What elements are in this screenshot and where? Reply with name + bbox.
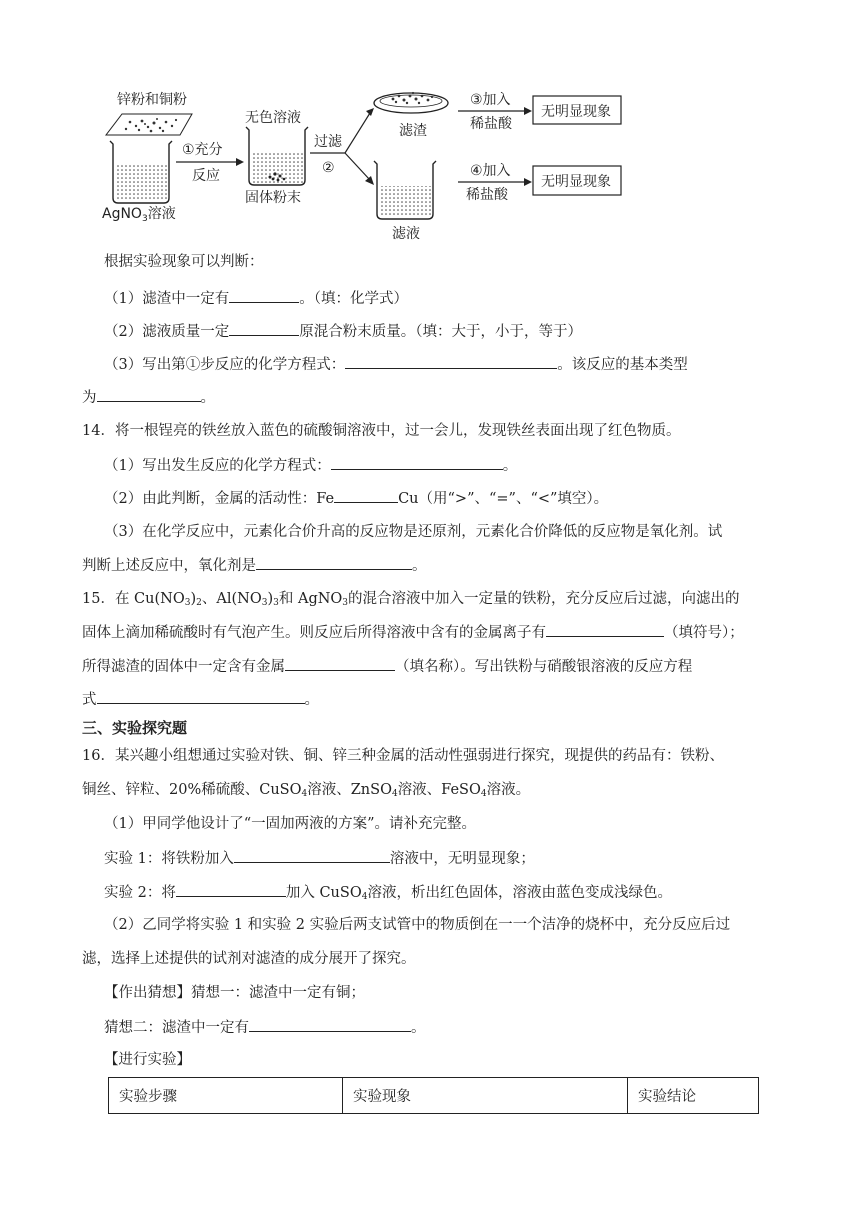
q16-part2-line1: （2）乙同学将实验 1 和实验 2 实验后两支试管中的物质倒在一一个洁净的烧杯中，充分反应后过 — [104, 917, 731, 933]
q14-part3-blank[interactable] — [256, 555, 412, 570]
q15-line2 — [82, 622, 744, 643]
q15-text-e: 和 AgNO — [278, 591, 343, 607]
step4-arrowhead — [524, 178, 532, 186]
q16-line2-c: 溶液、FeSO — [397, 782, 481, 798]
step3-label: ③加入 — [470, 92, 511, 108]
q15-text-c: 、Al(NO — [201, 591, 262, 607]
reaction-solution-fill — [251, 152, 303, 183]
q13-part2-blank[interactable] — [229, 321, 299, 336]
q16-sub1: 4 — [301, 789, 308, 799]
agno3-solution-label: AgNO$_3$溶液 — [102, 206, 176, 224]
q16-line1: 16．某兴趣小组想通过实验对铁、铜、锌三种金属的活动性强弱进行探究，现提供的药品有：铁粉、 — [82, 748, 724, 764]
step4-label: ④加入 — [470, 163, 511, 179]
q15-sub4: 3 — [273, 598, 279, 608]
result-bottom-label: 无明显现象 — [541, 174, 611, 190]
q15-line4 — [82, 689, 319, 710]
q15-line3 — [82, 656, 692, 677]
q13-part1-blank[interactable] — [229, 288, 299, 303]
q15-text-f: 的混合溶液中加入一定量的铁粉，充分反应后过滤，向滤出的 — [348, 591, 740, 607]
q14-part2 — [104, 488, 608, 509]
q13-part3-text-c: 。该反应的基本类型 — [557, 357, 688, 373]
q16-guess2-blank[interactable] — [249, 1017, 411, 1032]
q14-part2-text: （2）由此判断，金属的活动性：Fe — [104, 491, 335, 507]
q16-line2-a: 铜丝、锌粒、20%稀硫酸、CuSO — [82, 782, 302, 798]
branch-up — [345, 113, 370, 153]
q16-exp1-blank[interactable] — [234, 848, 390, 863]
q16-exp2-b: 加入 CuSO — [285, 885, 362, 901]
zinc-copper-powder-label: 锌粉和铜粉 — [117, 92, 187, 108]
q16-guess2-text: 猜想二：滤渣中一定有 — [104, 1020, 249, 1036]
q16-exp2-c: 溶液，析出红色固体，溶液由蓝色变成浅绿色。 — [367, 885, 672, 901]
q16-exp2-blank[interactable] — [176, 882, 286, 897]
q13-part2 — [104, 321, 582, 342]
q13-part3-circle: ① — [185, 357, 201, 373]
q14-part1 — [104, 455, 517, 476]
q15-metal-blank[interactable] — [285, 656, 395, 671]
experiment-table — [108, 1077, 759, 1114]
powder-plate — [106, 114, 192, 135]
filter-step-label: ② — [322, 160, 335, 176]
q16-part2-line2: 滤，选择上述提供的试剂对滤渣的成分展开了探究。 — [82, 951, 416, 967]
q13-part3-text-b: 步反应的化学方程式： — [200, 357, 346, 373]
q16-part1: （1）甲同学他设计了“一固加两液的方案”。请补充完整。 — [104, 816, 477, 832]
q15-sub1: 3 — [184, 598, 191, 608]
q16-experiment-heading: 【进行实验】 — [104, 1052, 191, 1068]
q14-part3-line2 — [82, 555, 427, 576]
q15-sub5: 3 — [342, 598, 349, 608]
filter-label: 过滤 — [314, 134, 342, 150]
q13-part3-equation-blank[interactable] — [345, 354, 557, 369]
q16-guess1: 【作出猜想】猜想一：滤渣中一定有铜； — [104, 985, 365, 1001]
q15-text-b: ) — [190, 591, 197, 607]
q16-exp2 — [104, 882, 672, 903]
q14-part2-blank[interactable] — [334, 488, 398, 503]
step1-label: ①充分 — [182, 142, 223, 158]
q16-exp2-text: 实验 2：将 — [104, 885, 176, 901]
agno3-solution-fill — [115, 163, 167, 201]
q15-sub2: 2 — [196, 598, 202, 608]
q13-intro: 根据实验现象可以判断： — [104, 254, 264, 270]
table-header-cell: 实验步骤 — [109, 1078, 343, 1114]
q15-sub3: 3 — [261, 598, 268, 608]
q16-exp2-sub: 4 — [361, 892, 368, 902]
table-header-cell: 实验现象 — [343, 1078, 628, 1114]
section3-title: 三、实验探究题 — [82, 719, 188, 737]
q13-part3 — [104, 354, 688, 375]
result-top-label: 无明显现象 — [541, 104, 611, 120]
q15-line1 — [82, 589, 740, 609]
q16-exp1-text: 实验 1：将铁粉加入 — [104, 851, 234, 867]
branch-down — [345, 153, 370, 180]
q13-part1 — [104, 288, 408, 309]
q16-guess2 — [104, 1017, 426, 1038]
q15-line3-hint: （填名称）。写出铁粉与硝酸银溶液的反应方程 — [395, 659, 693, 675]
q15-ions-blank[interactable] — [546, 622, 664, 637]
colorless-solution-label: 无色溶液 — [245, 110, 301, 126]
q14-part1-blank[interactable] — [331, 455, 503, 470]
q15-line4-end: 。 — [304, 692, 319, 708]
q13-part2-text: （2）滤液质量一定 — [104, 324, 230, 340]
q16-line2-d: 溶液。 — [486, 782, 531, 798]
q14-part2-hint: Cu（用“>”、“=”、“<”填空）。 — [398, 491, 609, 507]
q13-part3-cont — [82, 387, 215, 408]
step1-arrowhead — [236, 158, 244, 166]
branch-up-arrowhead — [366, 108, 374, 116]
q13-part2-hint: 原混合粉末质量。（填：大于，小于，等于） — [299, 324, 582, 340]
filtrate-fill — [379, 186, 431, 217]
q15-text-d: ) — [267, 591, 274, 607]
q14-part3-text: 判断上述反应中，氧化剂是 — [82, 558, 256, 574]
q14-part3-line1: （3）在化学反应中，元素化合价升高的反应物是还原剂，元素化合价降低的反应物是氧化剂。试 — [104, 524, 723, 540]
residue-label: 滤渣 — [399, 123, 427, 139]
q15-line2-hint: （填符号）； — [664, 625, 744, 641]
q14-text: 14．将一根锃亮的铁丝放入蓝色的硫酸铜溶液中，过一会儿，发现铁丝表面出现了红色物质。 — [82, 423, 681, 439]
q16-sub3: 4 — [480, 789, 487, 799]
q15-line2-text: 固体上滴加稀硫酸时有气泡产生。则反应后所得溶液中含有的金属离子有 — [82, 625, 546, 641]
q13-part1-text: （1）滤渣中一定有 — [104, 291, 230, 307]
q13-part1-hint: 。（填：化学式） — [299, 291, 408, 307]
q13-part3-text-d: 为 — [82, 390, 97, 406]
q15-text-a: 15．在 Cu(NO — [82, 591, 185, 607]
q16-exp1-end: 溶液中，无明显现象； — [389, 851, 535, 867]
q15-equation-blank[interactable] — [97, 689, 305, 704]
q13-part3-type-blank[interactable] — [97, 387, 201, 402]
experiment-flow-diagram — [0, 0, 860, 250]
solid-powder-label: 固体粉末 — [245, 190, 301, 206]
q14-part1-end: 。 — [502, 458, 518, 474]
q15-line4-text: 式 — [82, 692, 97, 708]
step1-sublabel: 反应 — [192, 168, 220, 184]
branch-down-arrowhead — [365, 176, 374, 185]
step3-sublabel: 稀盐酸 — [470, 116, 512, 132]
step3-arrowhead — [524, 107, 532, 115]
q13-part3-text-a: （3）写出第 — [104, 357, 186, 373]
step4-sublabel: 稀盐酸 — [466, 187, 508, 203]
q16-line2 — [82, 780, 530, 800]
q16-guess2-end: 。 — [411, 1020, 426, 1036]
q16-sub2: 4 — [391, 789, 398, 799]
q13-part3-text-e: 。 — [200, 390, 215, 406]
filtrate-label: 滤液 — [392, 226, 420, 242]
q16-exp1 — [104, 848, 535, 869]
q15-line3-text: 所得滤渣的固体中一定含有金属 — [82, 659, 285, 675]
table-header-cell: 实验结论 — [628, 1078, 759, 1114]
q14-part3-end: 。 — [412, 558, 427, 574]
q14-part1-text: （1）写出发生反应的化学方程式： — [104, 458, 331, 474]
q16-line2-b: 溶液、ZnSO — [307, 782, 392, 798]
table-header-row — [109, 1078, 759, 1114]
